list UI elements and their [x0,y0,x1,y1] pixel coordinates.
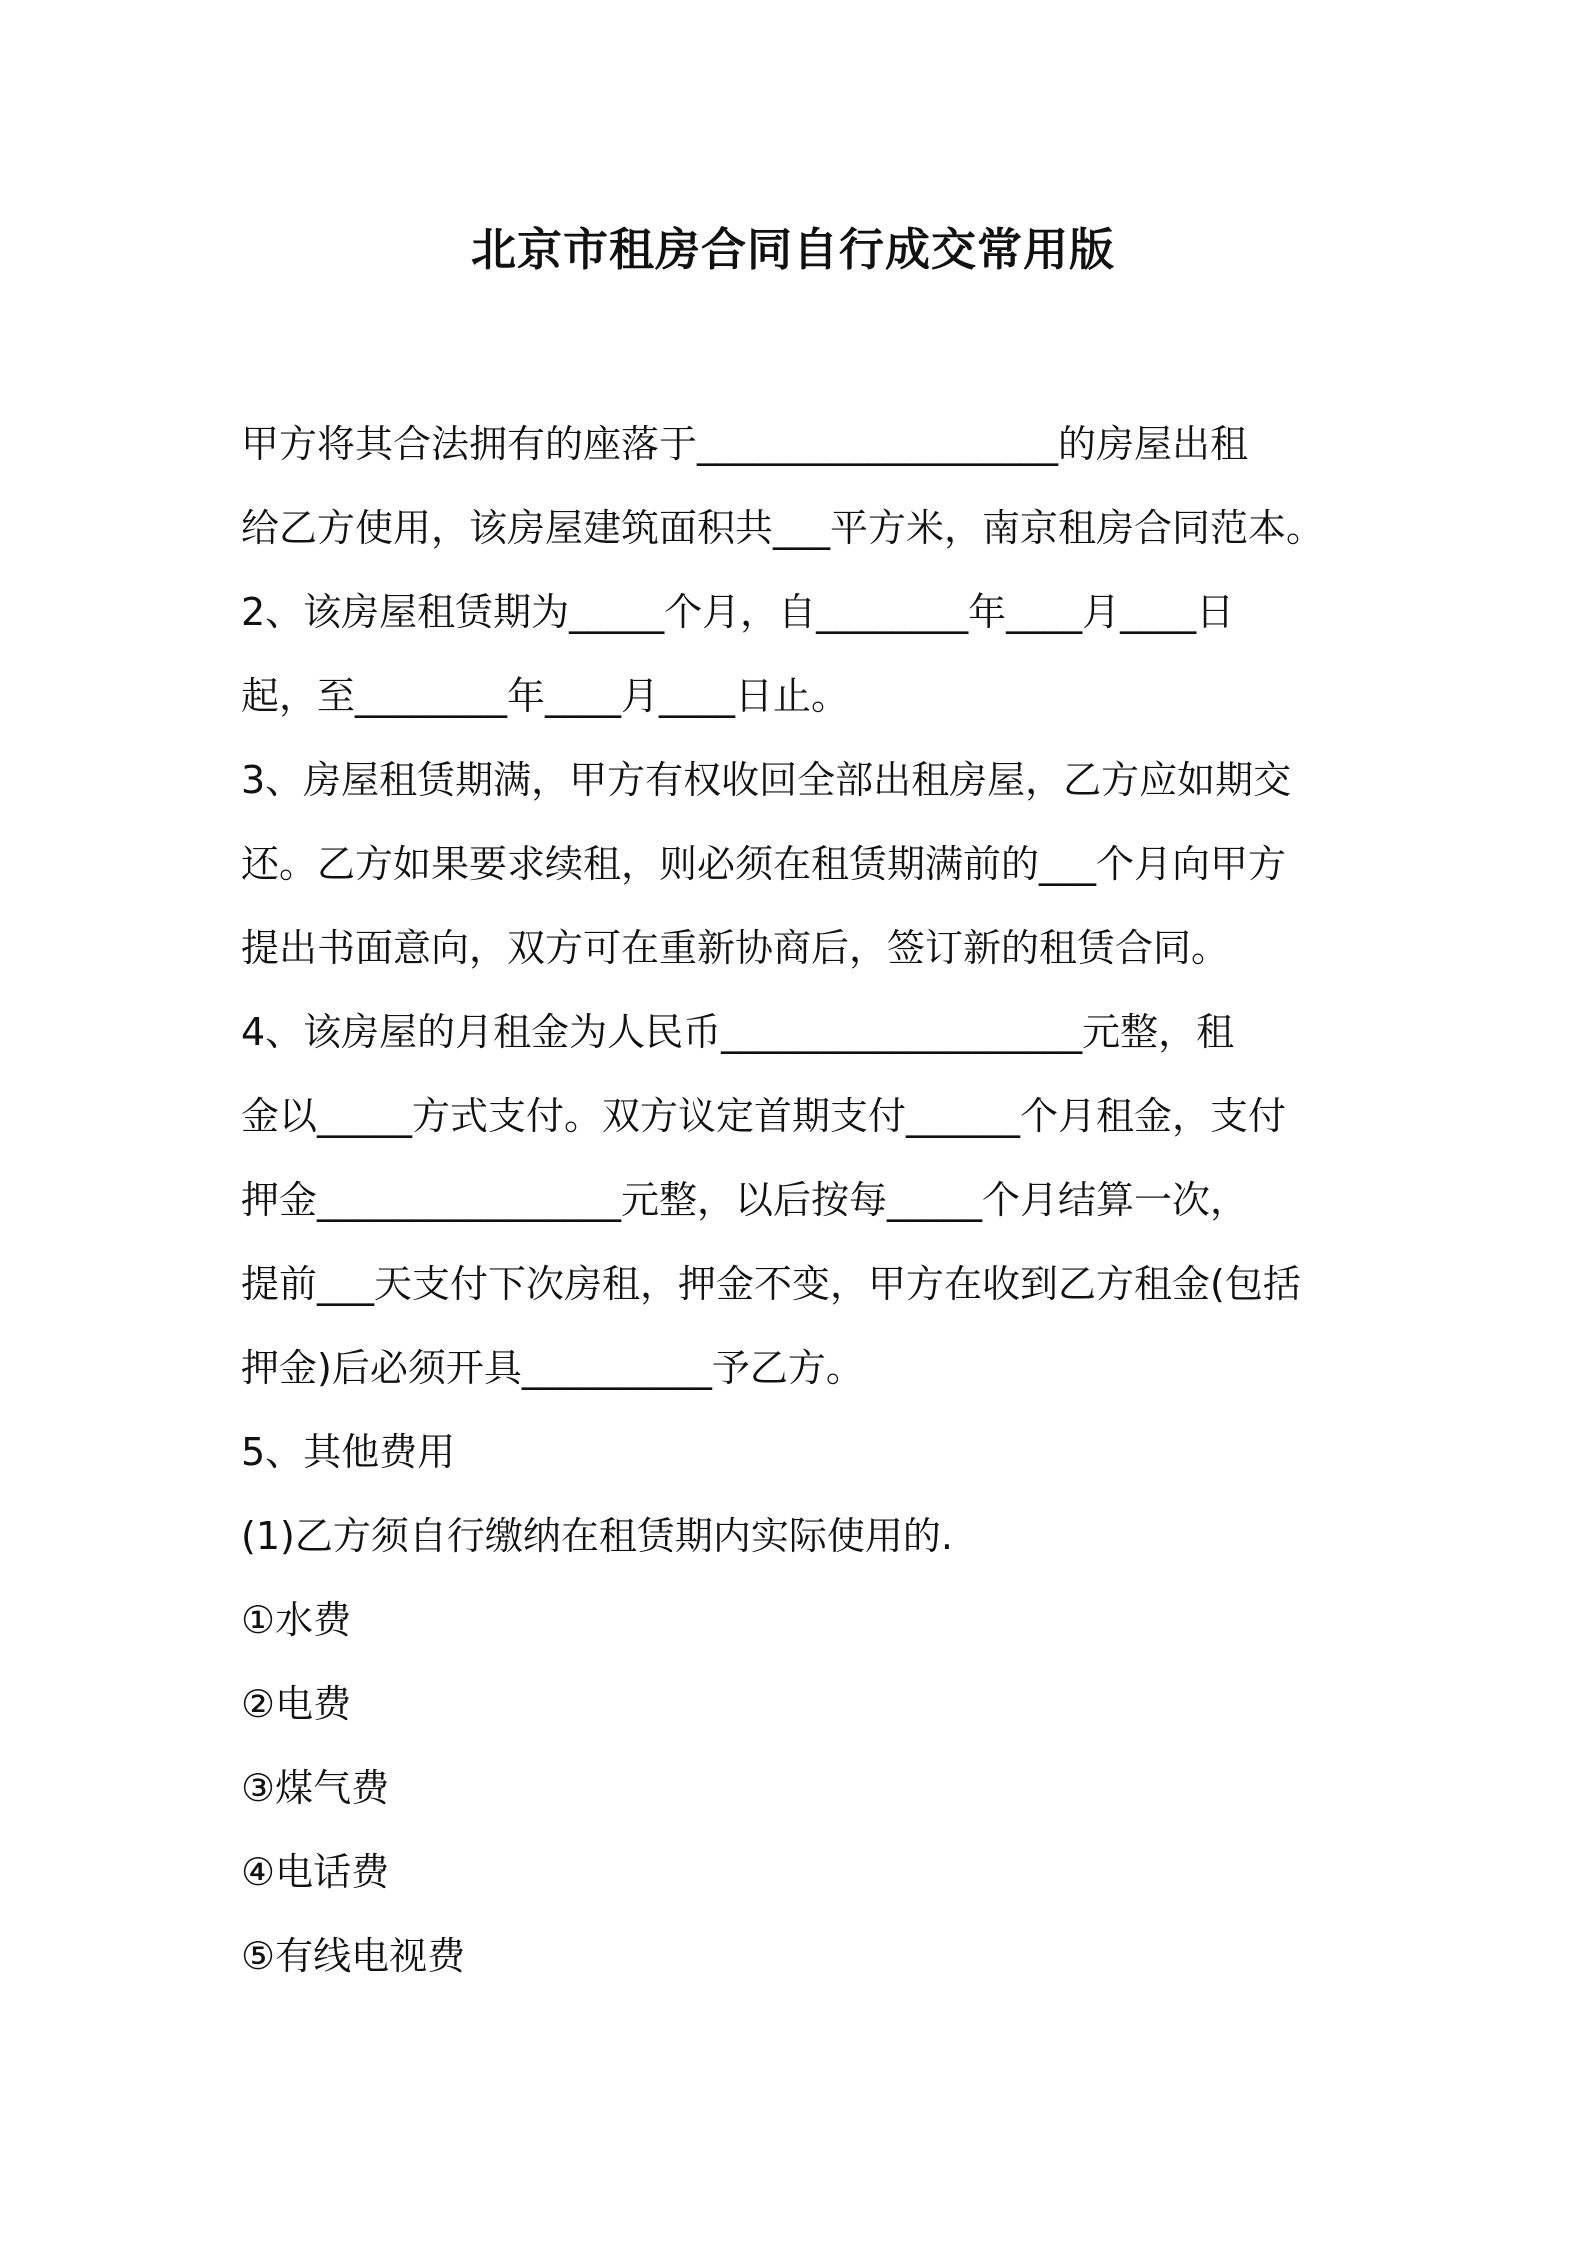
clause-4-line-3: 押金________________元整，以后按每_____个月结算一次， [241,1178,1249,1222]
clause-4-line-2: 金以_____方式支付。双方议定首期支付______个月租金，支付 [241,1094,1287,1138]
clause-5-item-1: (1)乙方须自行缴纳在租赁期内实际使用的. [241,1514,953,1558]
document-title: 北京市租房合同自行成交常用版 [470,223,1115,276]
clause-4-line-1: 4、该房屋的月租金为人民币___________________元整，租 [241,1010,1235,1054]
fee-item-gas: ③煤气费 [241,1766,390,1810]
fee-item-telephone: ④电话费 [241,1850,390,1894]
clause-5-heading: 5、其他费用 [241,1430,456,1474]
clause-3-line-3: 提出书面意向，双方可在重新协商后，签订新的租赁合同。 [241,926,1230,970]
fee-item-water: ①水费 [241,1598,352,1642]
clause-3-line-1: 3、房屋租赁期满，甲方有权收回全部出租房屋，乙方应如期交 [241,758,1292,802]
clause-2-line-2: 起，至________年____月____日止。 [241,674,850,718]
body-line-1: 甲方将其合法拥有的座落于___________________的房屋出租 [241,422,1249,466]
clause-2-line-1: 2、该房屋租赁期为_____个月，自________年____月____日 [241,590,1235,634]
clause-3-line-2: 还。乙方如果要求续租，则必须在租赁期满前的___个月向甲方 [241,842,1287,886]
clause-4-line-5: 押金)后必须开具__________予乙方。 [241,1346,864,1390]
clause-4-line-4: 提前___天支付下次房租，押金不变，甲方在收到乙方租金(包括 [241,1262,1301,1306]
document-body [241,402,1361,1998]
fee-item-cable-tv: ⑤有线电视费 [241,1934,466,1978]
fee-item-electricity: ②电费 [241,1682,352,1726]
body-line-2: 给乙方使用，该房屋建筑面积共___平方米，南京租房合同范本。 [241,506,1325,550]
